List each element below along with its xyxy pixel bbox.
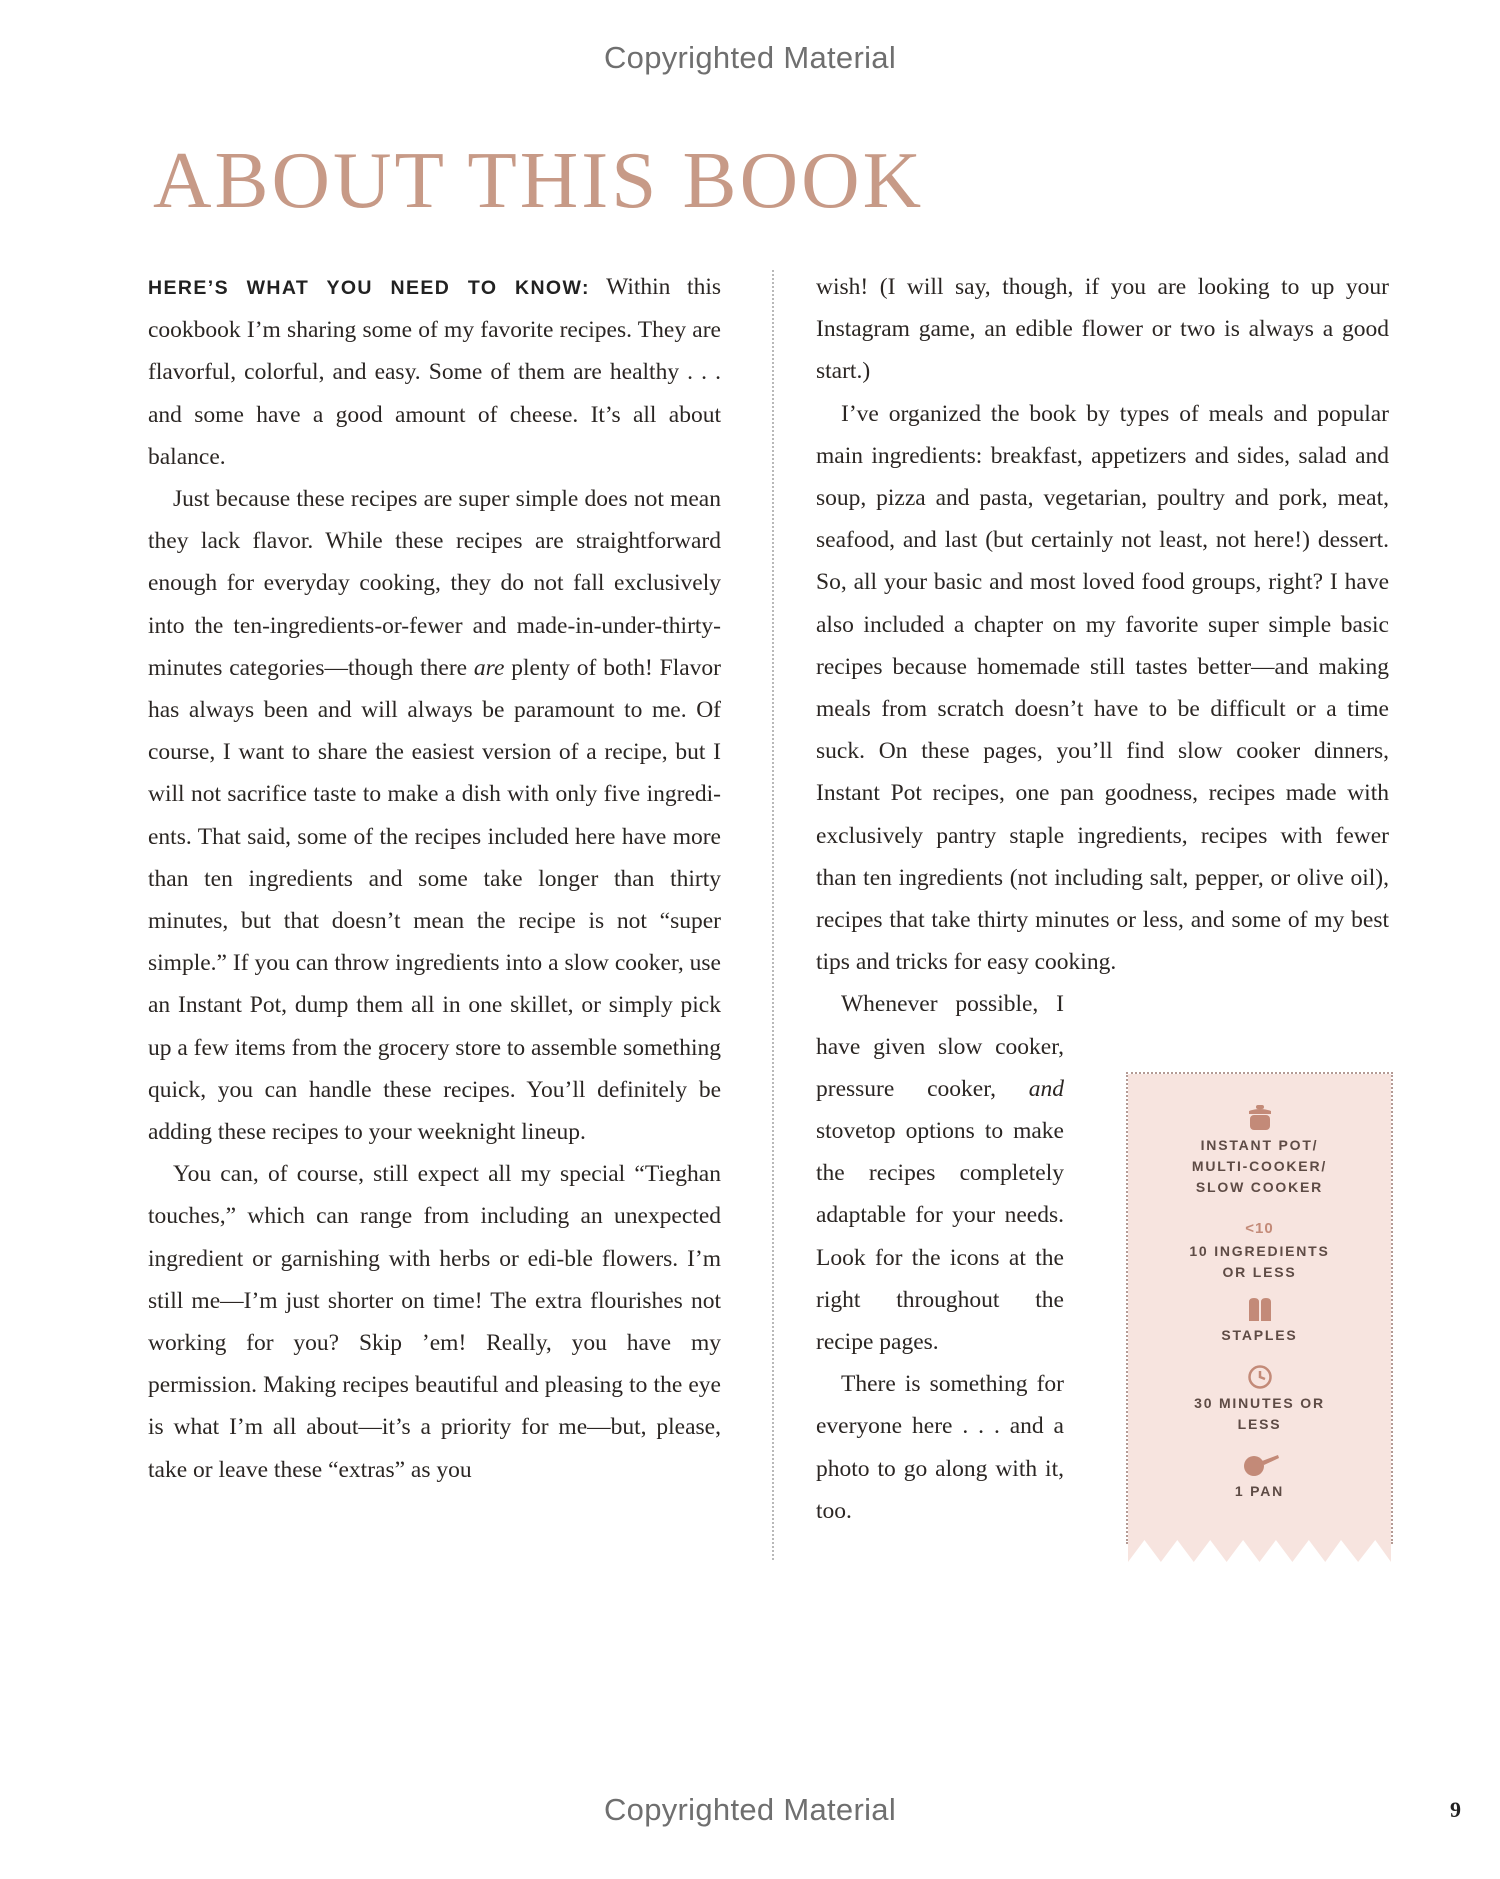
left-column	[148, 266, 721, 1491]
paragraph-3: You can, of course, still expect all my special “Tieghan touches,” which can range from including an unexpected ingredient or garnishing with herbs or edi-ble flowers. I’m still me—I’m just shorter on time! The extra flourishes not working for you? Skip ’em! Really, you have my permission. Making recipes beautiful and pleasing to the eye is what I’m all about—it’s a priority for me—but, please, take or leave these “extras” as you	[148, 1161, 721, 1483]
legend-instant-pot-label: INSTANT POT/ MULTI-COOKER/ SLOW COOKER	[1191, 1137, 1328, 1195]
paragraph-6-emphasis: and	[1028, 1075, 1064, 1102]
legend-staples-label: STAPLES	[1221, 1327, 1298, 1343]
paragraph-2-emphasis: are	[473, 654, 505, 681]
legend-thirty-minutes-label: 30 MINUTES OR LESS	[1194, 1395, 1325, 1432]
clock-icon	[1247, 1364, 1273, 1390]
paragraph-1	[148, 266, 721, 478]
paragraph-7: There is something for everyone here . . . and a photo to go along with it, too.	[816, 1371, 1064, 1524]
less-than-ten-icon: <10	[1245, 1220, 1274, 1237]
page-title: ABOUT THIS BOOK	[153, 135, 925, 225]
watermark-bottom: Copyrighted Material	[603, 1792, 897, 1827]
pot-icon	[1245, 1104, 1275, 1132]
lead-in-heading: HERE’S WHAT YOU NEED TO KNOW:	[148, 277, 590, 299]
legend-ten-ingredients	[1128, 1218, 1391, 1283]
legend-ten-ingredients-label: 10 INGREDIENTS OR LESS	[1189, 1243, 1330, 1280]
paragraph-6-text-a: Whenever possible, I have given slow cooker, pressure cooker,	[816, 991, 1064, 1102]
column-divider	[772, 270, 774, 1560]
watermark-top: Copyrighted Material	[603, 40, 897, 75]
paragraph-6	[816, 983, 1064, 1363]
salt-pepper-icon	[1244, 1296, 1276, 1322]
legend-instant-pot	[1128, 1104, 1391, 1198]
paragraph-2	[148, 478, 721, 1153]
paragraph-5: I’ve organized the book by types of meals and popular main ingredients: breakfast, appetizers and sides, salad and soup, pizza and pasta, vegetarian, poultry and pork, meat, seafood, and last (but certainly not least, not here!) dessert. So, all your basic and most loved food groups, right? I have also included a chapter on my favorite super simple basic recipes because homemade still tastes better—and making meals from scratch doesn’t have to be difficult or a time suck. On these pages, you’ll find slow cooker dinners, Instant Pot recipes, one pan goodness, recipes made with exclusively pantry staple ingredients, recipes with fewer than ten ingredients (not including salt, pepper, or olive oil), recipes that take thirty minutes or less, and some of my best tips and tricks for easy cooking.	[816, 400, 1389, 976]
legend-one-pan	[1128, 1452, 1391, 1502]
legend-thirty-minutes	[1128, 1364, 1391, 1435]
page-number: 9	[1450, 1797, 1461, 1822]
paragraph-1-text: Within this cookbook I’m sharing some of my favorite recipes. They are flavorful, colorful, and easy. Some of them are healthy . . . and some have a good amount of cheese. It’s all about balance.	[148, 274, 722, 470]
pan-icon	[1240, 1452, 1280, 1478]
paragraph-6-text-b: stovetop options to make the recipes completely adaptable for your needs. Look for the icons at the right throughout the recipe pages.	[816, 1118, 1064, 1356]
paragraph-2-text-b: plenty of both! Flavor has always been and will always be paramount to me. Of course, I want to share the easiest version of a recipe, but I will not sacrifice taste to make a dish with only five ingredi-ents. That said, some of the recipes included here have more than ten ingredients and some take longer than thirty minutes, but that doesn’t mean the recipe is not “super simple.” If you can throw ingredients into a slow cooker, use an Instant Pot, dump them all in one skillet, or simply pick up a few items from the grocery store to assemble something quick, you can handle these recipes. You’ll definitely be adding these recipes to your weeknight lineup.	[148, 654, 722, 1146]
paragraph-4: wish! (I will say, though, if you are looking to up your Instagram game, an edible flower or two is always a good start.)	[816, 274, 1389, 385]
legend-one-pan-label: 1 PAN	[1234, 1483, 1285, 1499]
legend-staples	[1128, 1296, 1391, 1346]
paragraph-2-text-a: Just because these recipes are super simple does not mean they lack flavor. While these recipes are straightforward enough for everyday cooking, they do not fall exclusively into the ten-ingredients-or-fewer and made-in-under-thirty-minutes categories—though there	[148, 486, 721, 681]
